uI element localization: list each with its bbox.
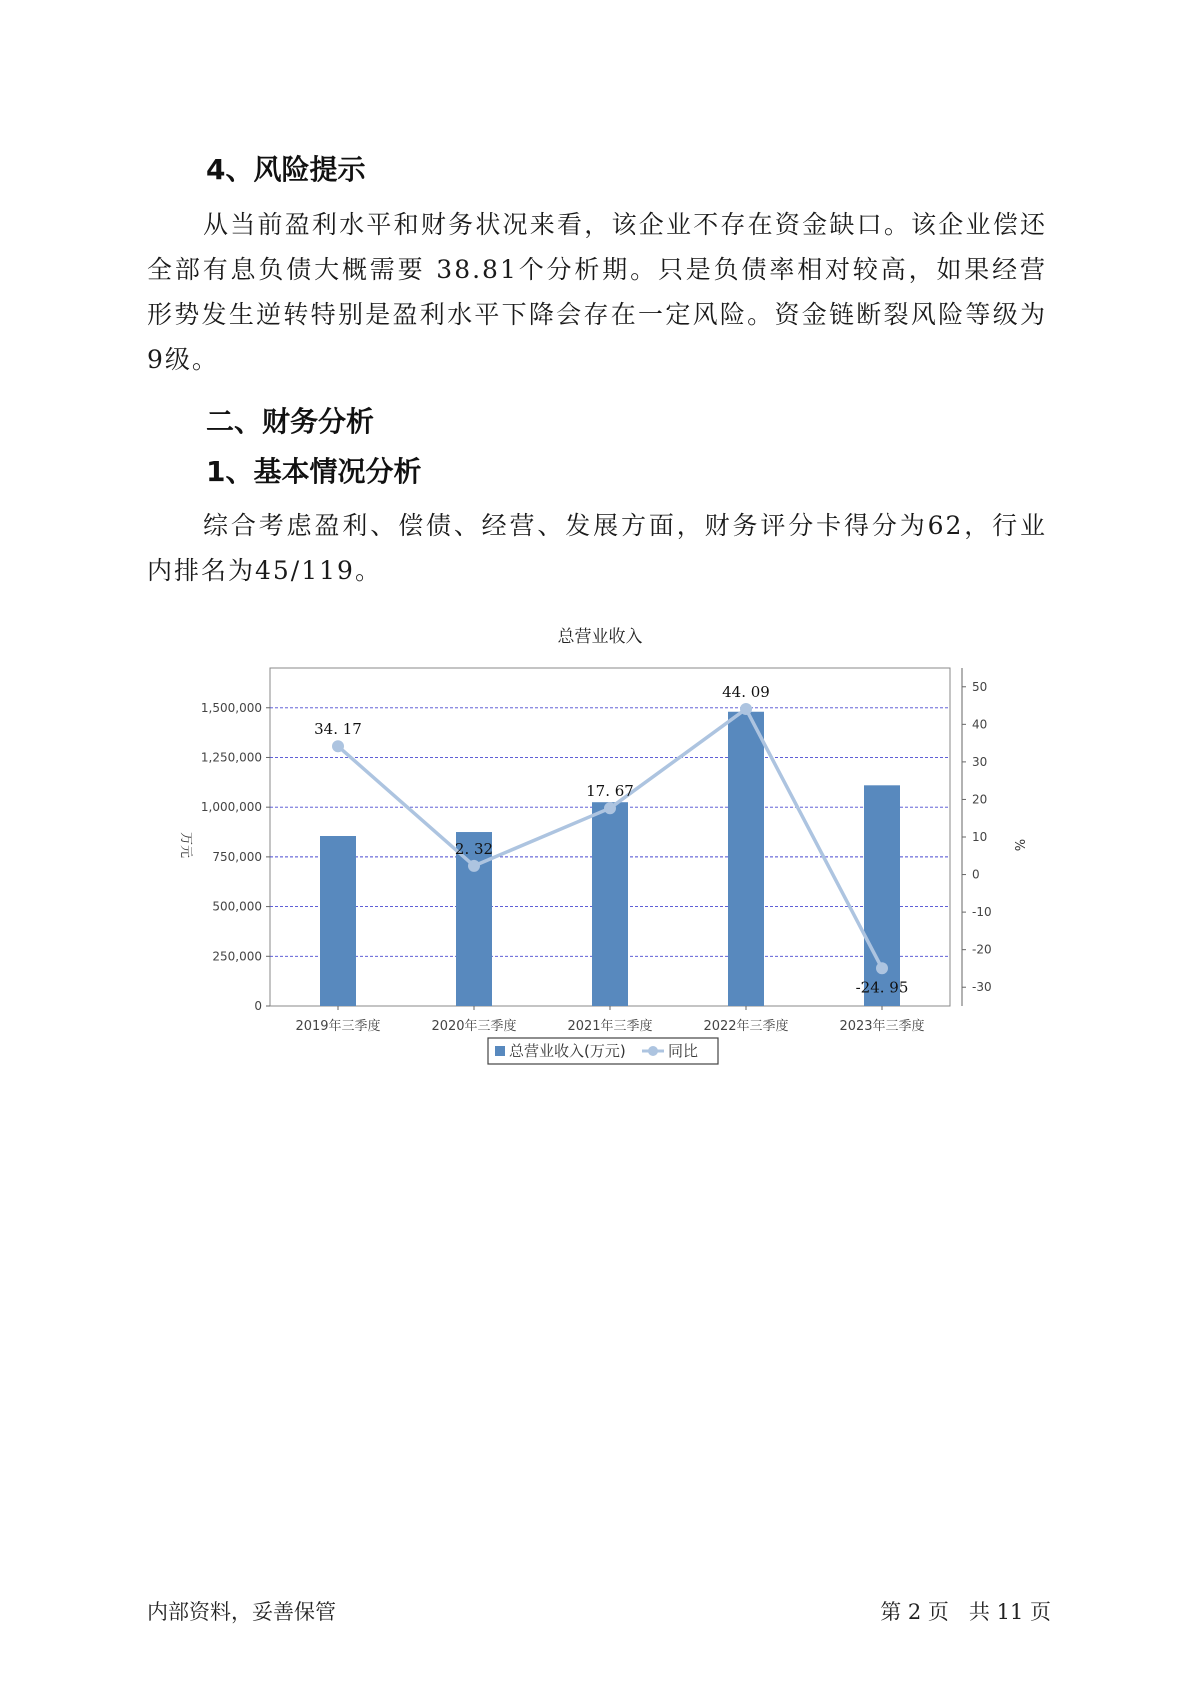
legend [488,1038,718,1064]
x-axis [295,1006,924,1034]
legend-item-revenue: 总营业收入(万元) [509,1042,626,1060]
revenue-chart [170,620,1030,1080]
yoy-point [604,802,616,814]
bar [320,836,356,1006]
bar [728,712,764,1006]
data-label: 2. 32 [454,839,494,858]
footer-confidential: 内部资料，妥善保管 [147,1600,336,1624]
chart-title: 总营业收入 [557,627,643,647]
bar [592,802,628,1006]
y-tick-label-right: -10 [972,905,992,920]
legend-item-yoy: 同比 [668,1042,699,1060]
y-tick-label-right: 20 [972,792,988,807]
y-tick-label-left: 1,500,000 [200,700,262,715]
y-tick-label-right: 50 [972,679,988,694]
data-label: 44. 09 [722,682,770,701]
legend-bar-swatch [495,1046,505,1056]
y-tick-label-left: 500,000 [212,899,262,914]
footer-page-number: 第 2 页 共 11 页 [880,1600,1051,1624]
y-axis-label-right: % [1011,838,1026,852]
section-heading-risk: 4、风险提示 [206,153,366,186]
y-tick-label-right: -30 [972,980,992,995]
yoy-point [876,962,888,974]
y-tick-label-right: 30 [972,754,988,769]
basic-analysis-paragraph: 综合考虑盈利、偿债、经营、发展方面，财务评分卡得分为62，行业内排名为45/119。 [147,511,1047,585]
y-tick-label-right: 40 [972,717,988,732]
y-tick-label-left: 750,000 [212,849,262,864]
bar [456,832,492,1006]
y-tick-label-left: 0 [254,999,262,1013]
section-heading-financial-analysis: 二、财务分析 [206,405,375,438]
legend-line-marker [648,1046,658,1056]
y-tick-label-right: -20 [972,942,992,957]
x-tick-label: 2019年三季度 [295,1019,381,1034]
data-label: 17. 67 [586,782,634,801]
yoy-point [468,860,480,872]
subsection-heading-basic-analysis: 1、基本情况分析 [206,455,422,488]
left-axis [201,701,270,1013]
x-tick-label: 2020年三季度 [431,1019,517,1034]
y-tick-label-left: 1,000,000 [200,800,262,815]
data-label: 34. 17 [314,720,362,739]
yoy-point [332,740,344,752]
y-tick-label-right: 0 [972,867,980,882]
right-axis [962,668,992,1006]
y-tick-label-right: 10 [972,830,988,844]
y-tick-label-left: 250,000 [212,949,262,964]
y-axis-label-left: 万元 [178,831,193,859]
data-label: -24. 95 [855,978,909,997]
x-tick-label: 2023年三季度 [839,1019,925,1034]
x-tick-label: 2021年三季度 [567,1019,653,1034]
risk-paragraph: 从当前盈利水平和财务状况来看，该企业不存在资金缺口。该企业偿还全部有息负债大概需要 38.81个分析期。只是负债率相对较高，如果经营形势发生逆转特别是盈利水平下降会存在一定风险。资金链断裂风险等级为9级。 [147,210,1047,374]
y-tick-label-left: 1,250,000 [200,750,262,765]
yoy-point [740,703,752,715]
x-tick-label: 2022年三季度 [703,1019,789,1034]
